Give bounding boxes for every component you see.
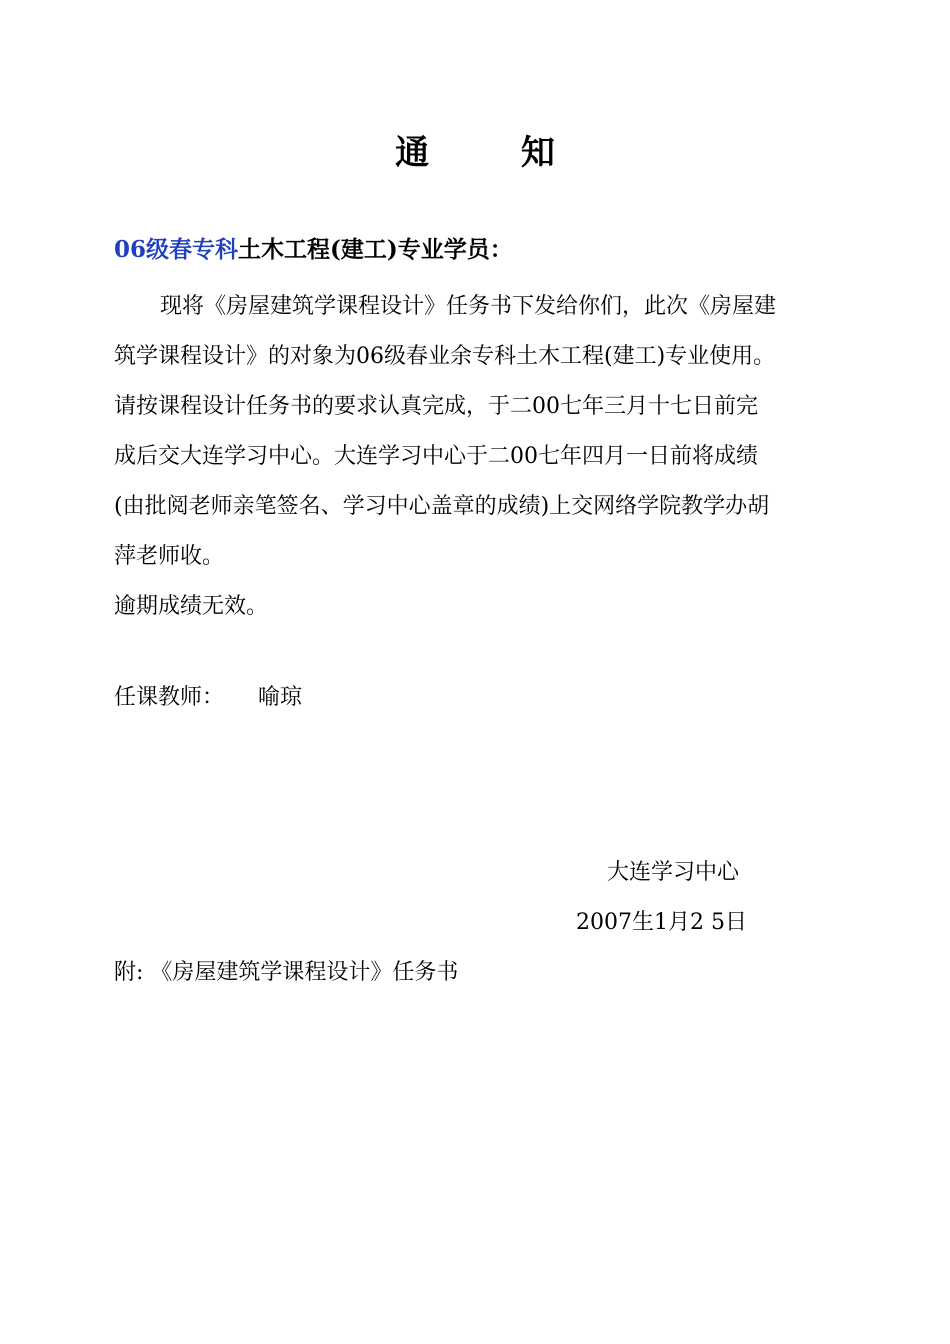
body-line-4: 成后交大连学习中心。大连学习中心于二00七年四月一日前将成绩 [114, 444, 758, 469]
body-line-3: 请按课程设计任务书的要求认真完成，于二00七年三月十七日前完 [114, 394, 758, 419]
body-line-1: 现将《房屋建筑学课程设计》任务书下发给你们，此次《房屋建 [160, 294, 777, 319]
teacher-label: 任课教师： [114, 685, 225, 710]
teacher-name: 喻琼 [258, 685, 303, 710]
salutation-rest: 土木工程(建工)专业学员： [238, 236, 513, 263]
signature-org: 大连学习中心 [607, 860, 740, 885]
body-line-7: 逾期成绩无效。 [114, 594, 269, 619]
teacher-line [114, 680, 302, 716]
salutation-highlight: 06级春专科 [114, 236, 239, 263]
salutation [114, 232, 513, 268]
body-line-5: (由批阅老师亲笔签名、学习中心盖章的成绩)上交网络学院教学办胡 [114, 494, 770, 519]
attachment-note: 附: 《房屋建筑学课程设计》任务书 [114, 960, 459, 985]
document-title: 通 知 [395, 133, 595, 173]
signature-date: 2007生1月2 5日 [576, 910, 747, 935]
body-line-6: 萍老师收。 [114, 544, 225, 569]
notice-body [114, 282, 854, 632]
body-line-2: 筑学课程设计》的对象为06级春业余专科土木工程(建工)专业使用。 [114, 344, 776, 369]
